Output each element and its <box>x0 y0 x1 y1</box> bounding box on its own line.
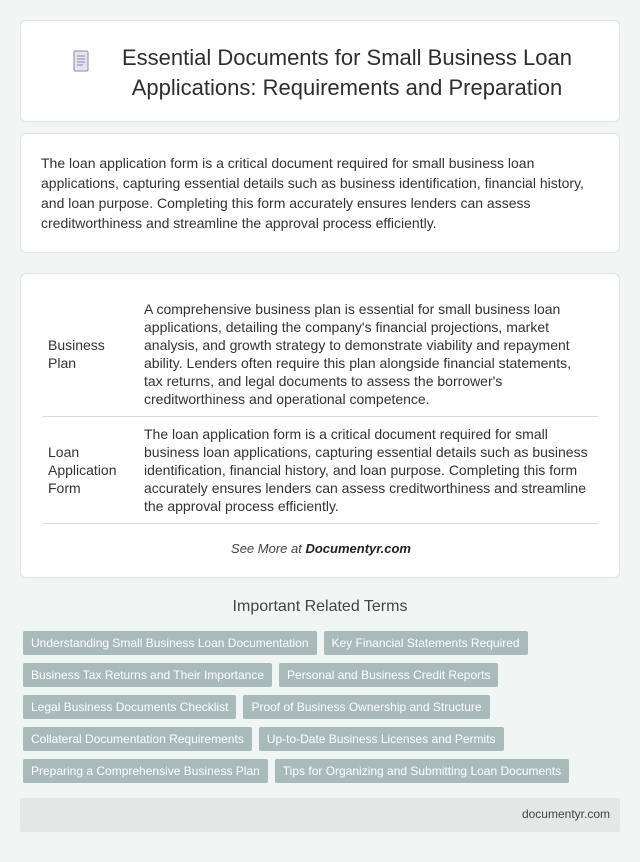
documents-card <box>20 273 620 578</box>
related-terms-heading: Important Related Terms <box>232 598 408 615</box>
page-title: Essential Documents for Small Business Loan Applications: Requirements and Preparation <box>122 45 572 100</box>
intro-paragraph: The loan application form is a critical document required for small business loan applications, capturing essential details such as business identification, financial history, and loan purpose. Completing this form accurately ensures lenders can assess creditworthiness and streamline the approval process efficiently. <box>41 155 584 231</box>
documents-table <box>43 292 598 524</box>
related-term-tag[interactable]: Key Financial Statements Required <box>324 631 528 655</box>
table-row <box>43 292 598 417</box>
related-term-tag[interactable]: Collateral Documentation Requirements <box>23 727 252 751</box>
tag-row <box>23 631 623 655</box>
see-more-text <box>21 541 621 556</box>
footer-site-link[interactable]: documentyr.com <box>521 807 610 821</box>
related-term-tag[interactable]: Preparing a Comprehensive Business Plan <box>23 759 268 783</box>
related-terms-list <box>23 631 623 791</box>
see-more-link[interactable]: Documentyr.com <box>305 541 411 556</box>
document-description: The loan application form is a critical document required for small business loan applications, capturing essential details such as business identification, financial history, and loan purpose. Completing this form accurately ensures lenders can assess creditworthiness and streamline the approval process efficiently. <box>144 426 588 514</box>
related-term-tag[interactable]: Legal Business Documents Checklist <box>23 695 236 719</box>
see-more-prefix: See More at <box>231 541 306 556</box>
title-card <box>20 20 620 122</box>
footer <box>20 798 620 832</box>
related-term-tag[interactable]: Tips for Organizing and Submitting Loan Documents <box>275 759 569 783</box>
document-name: Business Plan <box>48 337 105 371</box>
related-term-tag[interactable]: Personal and Business Credit Reports <box>279 663 498 687</box>
tag-row <box>23 695 623 719</box>
table-row <box>43 417 598 524</box>
document-name: Loan Application Form <box>48 444 117 496</box>
intro-card <box>20 133 620 253</box>
related-term-tag[interactable]: Understanding Small Business Loan Documentation <box>23 631 317 655</box>
tag-row <box>23 759 623 783</box>
document-description: A comprehensive business plan is essential for small business loan applications, detailing the company's financial projections, market analysis, and growth strategy to demonstrate viability and repayment ability. Lenders often require this plan alongside financial statements, tax returns, and legal documents to assess the borrower's creditworthiness and operational competence. <box>144 301 571 407</box>
tag-row <box>23 663 623 687</box>
related-term-tag[interactable]: Proof of Business Ownership and Structure <box>243 695 489 719</box>
related-term-tag[interactable]: Up-to-Date Business Licenses and Permits <box>259 727 504 751</box>
tag-row <box>23 727 623 751</box>
related-term-tag[interactable]: Business Tax Returns and Their Importance <box>23 663 272 687</box>
